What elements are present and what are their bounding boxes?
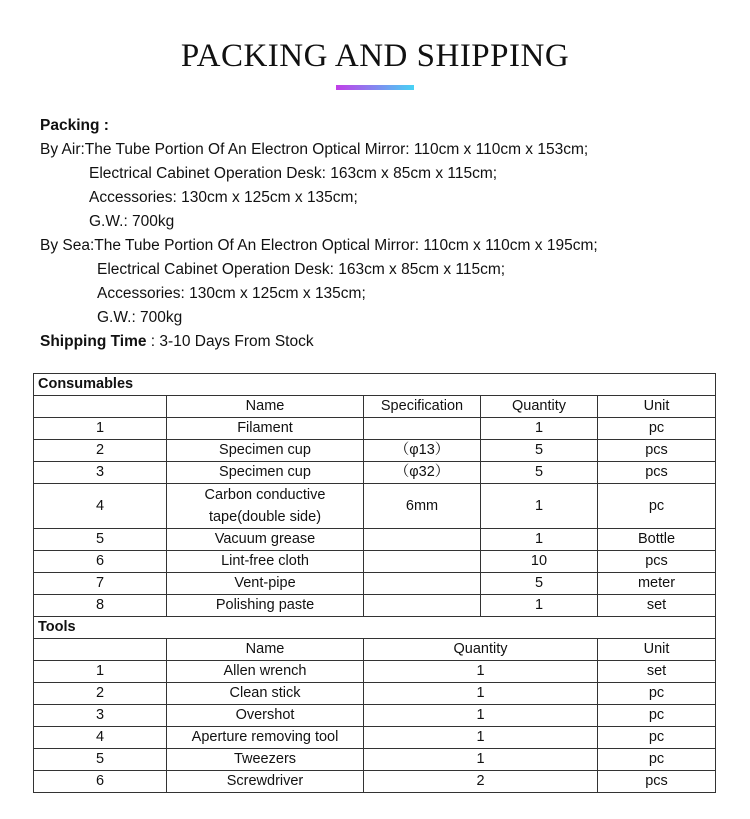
- cell: 2: [34, 683, 167, 705]
- cell: 1: [481, 529, 598, 551]
- cell: 1: [481, 484, 598, 529]
- cell: pcs: [598, 771, 716, 793]
- shipping-time: [40, 330, 598, 354]
- cell: 1: [364, 749, 598, 771]
- table-row: [34, 440, 716, 462]
- sea-tube-size: The Tube Portion Of An Electron Optical Mirror: 110cm x 110cm x 195cm;: [94, 237, 598, 254]
- table-row: [34, 462, 716, 484]
- tools-title: Tools: [34, 617, 716, 639]
- cell: Allen wrench: [167, 661, 364, 683]
- cell: 2: [364, 771, 598, 793]
- sea-prefix: By Sea:: [40, 237, 95, 254]
- cell: 5: [34, 749, 167, 771]
- cell: 1: [481, 595, 598, 617]
- cell: 10: [481, 551, 598, 573]
- cell: 5: [481, 462, 598, 484]
- table-row: [34, 661, 716, 683]
- cell: 8: [34, 595, 167, 617]
- cell: 5: [481, 573, 598, 595]
- cell: pcs: [598, 551, 716, 573]
- header-cell: Unit: [598, 639, 716, 661]
- cell: pc: [598, 484, 716, 529]
- air-line-4: G.W.: 700kg: [89, 213, 175, 230]
- table-row: [34, 749, 716, 771]
- air-tube-size: The Tube Portion Of An Electron Optical Mirror: 110cm x 110cm x 153cm;: [84, 141, 589, 158]
- cell: 5: [34, 529, 167, 551]
- table-row: [34, 683, 716, 705]
- header-cell: [34, 639, 167, 661]
- cell: 1: [364, 683, 598, 705]
- air-line-3: Accessories: 130cm x 125cm x 135cm;: [89, 189, 358, 206]
- cell: Aperture removing tool: [167, 727, 364, 749]
- cell: （φ13）: [364, 440, 481, 462]
- cell: pcs: [598, 462, 716, 484]
- cell: Specimen cup: [167, 462, 364, 484]
- sea-line-4: G.W.: 700kg: [97, 309, 183, 326]
- table-row: [34, 705, 716, 727]
- cell: 1: [364, 661, 598, 683]
- cell: Specimen cup: [167, 440, 364, 462]
- cell: Vacuum grease: [167, 529, 364, 551]
- header-cell: Unit: [598, 396, 716, 418]
- cell: 6: [34, 551, 167, 573]
- cell: Bottle: [598, 529, 716, 551]
- table-row: [34, 529, 716, 551]
- cell: pc: [598, 418, 716, 440]
- cell: 1: [34, 418, 167, 440]
- cell: pcs: [598, 440, 716, 462]
- cell: Lint-free cloth: [167, 551, 364, 573]
- cell: set: [598, 661, 716, 683]
- cell: 1: [364, 727, 598, 749]
- tools-section-row: [34, 617, 716, 639]
- page-title: PACKING AND SHIPPING: [180, 38, 570, 74]
- cell: Overshot: [167, 705, 364, 727]
- header-cell: Quantity: [481, 396, 598, 418]
- packing-label: Packing :: [40, 117, 109, 134]
- cell: [364, 418, 481, 440]
- cell: 1: [364, 705, 598, 727]
- header-cell: Name: [167, 396, 364, 418]
- cell: 6: [34, 771, 167, 793]
- cell: meter: [598, 573, 716, 595]
- shipping-value: : 3-10 Days From Stock: [146, 333, 314, 350]
- consumables-header-row: [34, 396, 716, 418]
- cell: Filament: [167, 418, 364, 440]
- cell: pc: [598, 705, 716, 727]
- cell: 1: [34, 661, 167, 683]
- cell: [364, 573, 481, 595]
- cell: Screwdriver: [167, 771, 364, 793]
- consumables-title: Consumables: [34, 374, 716, 396]
- cell: [364, 551, 481, 573]
- cell: 7: [34, 573, 167, 595]
- cell-two-line: [167, 484, 364, 529]
- table-row: [34, 727, 716, 749]
- cell: pc: [598, 749, 716, 771]
- sea-line-2: Electrical Cabinet Operation Desk: 163cm x 85cm x 115cm;: [97, 261, 506, 278]
- table-row: [34, 418, 716, 440]
- air-prefix: By Air:: [40, 141, 85, 158]
- cell-line: Carbon conductive: [204, 487, 326, 503]
- cell: 3: [34, 462, 167, 484]
- cell: 5: [481, 440, 598, 462]
- table-row: [34, 595, 716, 617]
- header-cell: Specification: [364, 396, 481, 418]
- cell: set: [598, 595, 716, 617]
- cell: 3: [34, 705, 167, 727]
- air-line-2: Electrical Cabinet Operation Desk: 163cm x 85cm x 115cm;: [89, 165, 498, 182]
- packing-info: [40, 114, 598, 354]
- cell: Polishing paste: [167, 595, 364, 617]
- cell: 6mm: [364, 484, 481, 529]
- cell: [364, 529, 481, 551]
- cell: pc: [598, 727, 716, 749]
- cell: Vent-pipe: [167, 573, 364, 595]
- cell: pc: [598, 683, 716, 705]
- table-row: [34, 551, 716, 573]
- sea-line-3: Accessories: 130cm x 125cm x 135cm;: [97, 285, 366, 302]
- cell: 4: [34, 727, 167, 749]
- shipping-label: Shipping Time: [40, 333, 147, 350]
- air-line-1: [40, 138, 598, 162]
- header-cell: [34, 396, 167, 418]
- title-accent-bar: [336, 85, 414, 90]
- consumables-section-row: [34, 374, 716, 396]
- header-cell: Quantity: [364, 639, 598, 661]
- table-row: [34, 771, 716, 793]
- cell: （φ32）: [364, 462, 481, 484]
- cell: 4: [34, 484, 167, 529]
- cell: Clean stick: [167, 683, 364, 705]
- cell: [364, 595, 481, 617]
- header-cell: Name: [167, 639, 364, 661]
- table-row: [34, 484, 716, 529]
- items-table: [33, 373, 716, 793]
- cell: 1: [481, 418, 598, 440]
- cell: 2: [34, 440, 167, 462]
- cell: Tweezers: [167, 749, 364, 771]
- table-row: [34, 573, 716, 595]
- tools-header-row: [34, 639, 716, 661]
- cell-line: tape(double side): [208, 509, 322, 525]
- sea-line-1: [40, 234, 598, 258]
